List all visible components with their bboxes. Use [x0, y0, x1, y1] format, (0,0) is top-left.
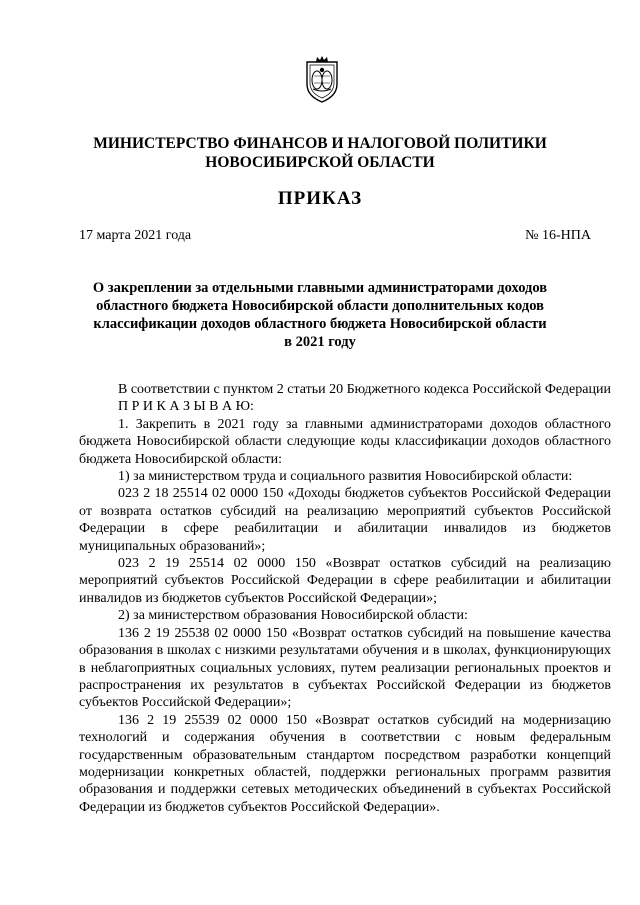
- subject-line-1: О закреплении за отдельными главными администраторами доходов: [92, 280, 548, 296]
- document-body: [79, 381, 611, 816]
- document-date: 17 марта 2021 года: [79, 228, 192, 243]
- ministry-name-line-2: НОВОСИБИРСКОЙ ОБЛАСТИ: [205, 154, 435, 171]
- code-entry: 136 2 19 25539 02 0000 150 «Возврат остатков субсидий на модернизацию технологий и содержания обучения в соответствии с новым федеральным государственным образовательным стандартом посредством разработки концепций модернизации конкретных областей, поддержки региональных программ развития образования и поддержки сетевых методических объединений в субъектах Российской Федерации из бюджетов субъектов Российской Федерации».: [79, 712, 611, 815]
- ministry-name-line-1: МИНИСТЕРСТВО ФИНАНСОВ И НАЛОГОВОЙ ПОЛИТИКИ: [93, 135, 547, 152]
- subclause-1-heading: 1) за министерством труда и социального развития Новосибирской области:: [118, 469, 573, 485]
- code-entry: 023 2 19 25514 02 0000 150 «Возврат остатков субсидий на реализацию мероприятий субъектов Российской Федерации в сфере реабилитации и абилитации инвалидов из бюджетов субъектов Российской Федерации»;: [79, 556, 611, 606]
- document-type: ПРИКАЗ: [277, 188, 363, 209]
- subclause-2-heading: 2) за министерством образования Новосибирской области:: [118, 608, 468, 624]
- code-entry: 136 2 19 25538 02 0000 150 «Возврат остатков субсидий на повышение качества образования в школах с низкими результатами обучения и в школах, функционирующих в неблагоприятных социальных условиях, путем реализации региональных проектов и распространения их результатов в субъектах Российской Федерации из бюджетов субъектов Российской Федерации»;: [79, 625, 611, 711]
- subject-line-2: областного бюджета Новосибирской области дополнительных кодов: [96, 298, 544, 314]
- preamble-paragraph: В соответствии с пунктом 2 статьи 20 Бюджетного кодекса Российской Федерации: [118, 382, 611, 397]
- subject-line-4: в 2021 году: [284, 334, 356, 350]
- document-number: № 16-НПА: [525, 228, 591, 243]
- code-entry: 023 2 18 25514 02 0000 150 «Доходы бюджетов субъектов Российской Федерации от возврата остатков субсидий на реализацию мероприятий субъектов Российской Федерации в сфере реабилитации и абилитации инвалидов из бюджетов муниципальных образований»;: [79, 486, 611, 554]
- subject-line-3: классификации доходов областного бюджета Новосибирской области: [93, 316, 547, 332]
- ministry-name: [60, 134, 580, 172]
- document-subject: [80, 279, 560, 351]
- novosibirsk-oblast-coat-of-arms-icon: [302, 56, 342, 104]
- clause-1: 1. Закрепить в 2021 году за главными администраторами доходов областного бюджета Новосибирской области следующие коды классификации доходов областного бюджета Новосибирской области:: [79, 416, 611, 467]
- order-keyword: П Р И К А З Ы В А Ю:: [118, 399, 254, 415]
